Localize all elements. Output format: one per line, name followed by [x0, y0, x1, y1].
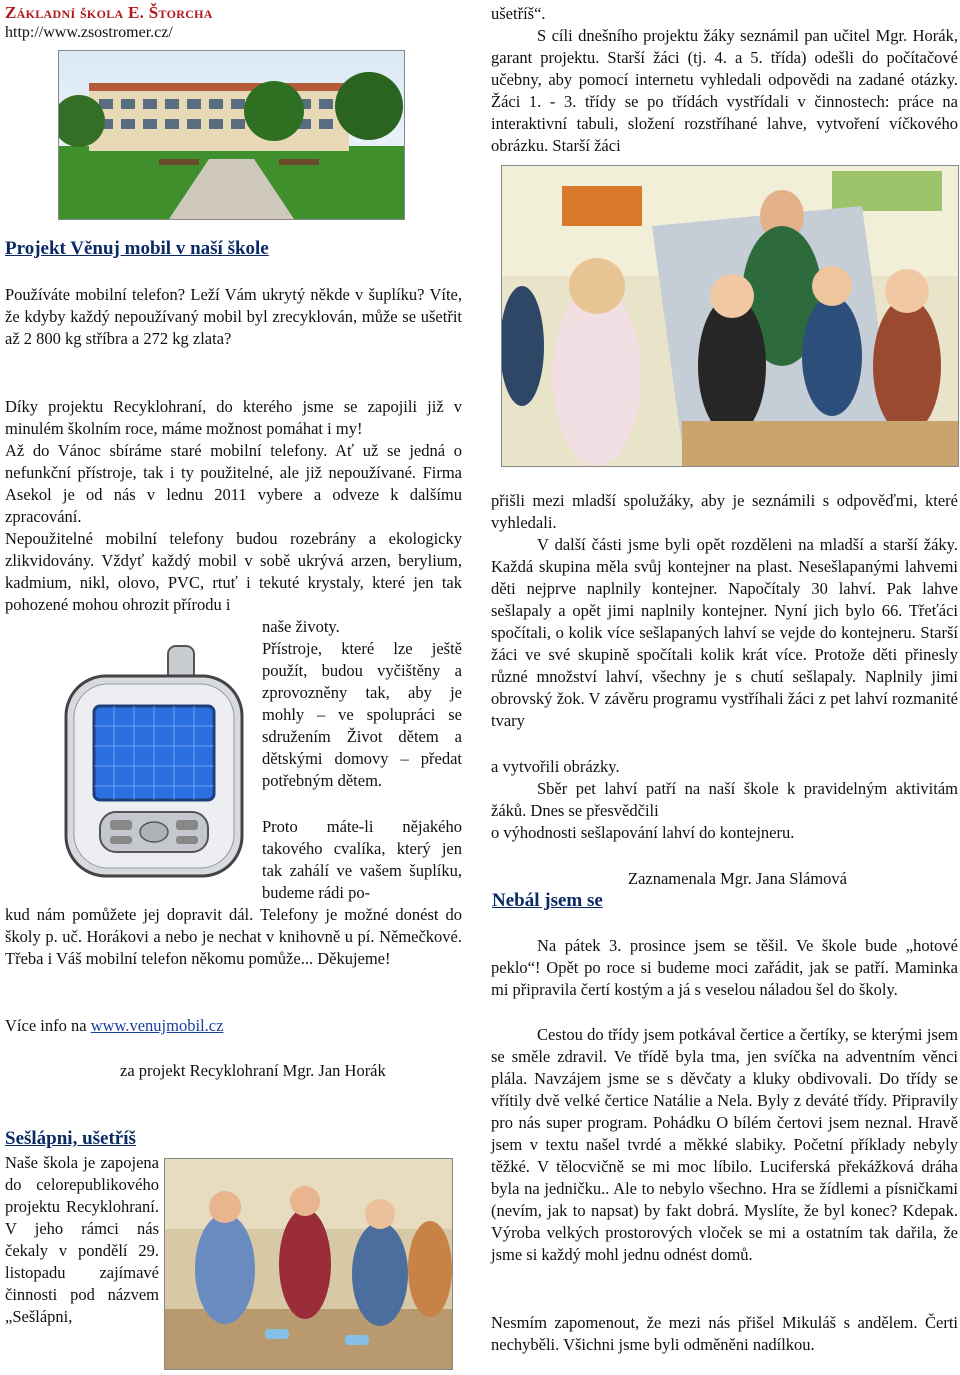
nebal-paragraph-3: Nesmím zapomenout, že mezi nás přišel Mikuláš s andělem. Čerti nechyběli. Všichni jsme byli odměněni nadílkou. [491, 1313, 958, 1354]
nebal-paragraph-1: Na pátek 3. prosince jsem se těšil. Ve škole bude „hotové peklo“! Opět po roce si budeme moci zařádit, jak se patří. Maminka mi připravila čertí kostým a já s veselou náladou šel do školy. [491, 936, 958, 999]
seslapni-paragraph-1-end: přišli mezi mladší spolužáky, aby je seznámili s odpověďmi, které vyhledali. [491, 491, 958, 532]
seslapni-continued-word: ušetříš“. [491, 4, 546, 23]
seslapni-paragraph-3: Sběr pet lahví patří na naší škole k pravidelným aktivitám žáků. Dnes se přesvědčili [491, 779, 958, 820]
mobile-phone-illustration [60, 642, 250, 882]
children-stomping-bottles-photo [164, 1158, 453, 1370]
seslapni-paragraph-2-end: a vytvořili obrázky. [491, 757, 620, 776]
school-url[interactable]: http://www.zsostromer.cz/ [5, 24, 173, 41]
article1-signature: za projekt Recyklohraní Mgr. Jan Horák [120, 1061, 386, 1080]
school-building-photo [58, 50, 405, 220]
paragraph-reuse: Přístroje, které lze ještě použít, budou vyčištěny a zprovozněny tak, aby je mohly – ve spolupráci se sdružením Život dětem a dětskými domovy – předat potřebným dětem. [262, 639, 462, 790]
nebal-paragraph-2: Cestou do třídy jsem potkával čertice a čertíky, se kterými jsem se směle zdravil. Ve třídě byla tma, jen svíčka na adventním věnci plála. Navzájem jsme se s děvčaty a kluky obdivovali. Do třídy se vřítily dvě velké čertice Natálie a Nela. Byly z deváté třídy. Připravily pro nás super program. Pohádku O bílém čertovi jsem neznal. Hravě jsem v textu našel tvrdé a měkké slabiky. Početní příklady nebyly těžké. V tělocvičně se mi moc líbilo. Luciferská překážková dráha byla na jedničku.. Ale to nebylo všechno. Hra se žídlemi a písničkami (nevím, jak to napsat) by fakt dobrá. Myslíte, že byl konec? Kdepak. Výroba velkých prostorových vloček se mi a ostatním tak dařila, že jsme si každý mohl jednu odnést domů. [491, 1025, 958, 1264]
more-info-label: Více info na [5, 1016, 87, 1035]
seslapni-intro-text: Naše škola je zapojena do celorepublikového projektu Recyklohraní. V jeho rámci nás čekaly v pondělí 29. listopadu zajímavé činnosti pod názvem „Sešlápni, [5, 1153, 159, 1326]
paragraph-call-to-action-end: kud nám pomůžete jej dopravit dál. Telefony je možné donést do školy p. uč. Horákovi a nebo je nechat v knihovně u pí. Němečkové. Třeba i Váš mobilní telefon někomu pomůže... Děkujeme! [5, 905, 462, 968]
more-info-line [5, 1015, 223, 1037]
paragraph-disposal-end: naše životy. [262, 617, 340, 636]
venujmobil-link[interactable]: www.venujmobil.cz [90, 1016, 224, 1035]
paragraph-collection: Až do Vánoc sbíráme staré mobilní telefony. Ať už se jedná o nefunkční přístroje, tak i ty použitelné, ale již nepoužívané. Firma Asekol je od nás v lednu 2011 vybere a odveze k dalšímu zpracování. [5, 441, 462, 526]
paragraph-recyklohrani: Díky projektu Recyklohraní, do kterého jsme se zapojili již v minulém školním roce, máme možnost pomáhat i my! [5, 397, 462, 438]
article-title-seslapni: Sešlápni, ušetříš [5, 1128, 136, 1149]
seslapni-paragraph-2: V další části jsme byli opět rozděleni na mladší a starší žáky. Každá skupina měla svůj kontejner na plast. Nesešlapanými lahvemi děti nejprve naplnily kontejner. Napočítaly 30 lahví. Pak lahve sešlapaly a opět jimi naplnily kontejner. Nyní jich bylo 66. Třeťáci spočítali, o kolik více sešlapaných lahví se vejde do kontejneru. Starší žáci ve své skupině spočítali kolik krát více. Protože děti přinesly různé množství lahví, všechny je s chutí sešlapaly. Naplnily jimi obrovský žok. V závěru programu vystříhali žáci z pet lahví rozmanité tvary [491, 535, 958, 730]
article-title-nebal-jsem-se: Nebál jsem se [492, 890, 603, 911]
seslapni-paragraph-3-end: o výhodnosti sešlapování lahví do kontejneru. [491, 823, 795, 842]
class-with-bottles-photo [501, 165, 959, 467]
school-name: Základní škola E. Štorcha [5, 3, 213, 22]
paragraph-call-to-action: Proto máte-li nějakého takového cvalíka, který jen tak zahálí ve vašem šuplíku, budeme rádi po- [262, 817, 462, 902]
article-title-venuj-mobil: Projekt Věnuj mobil v naší škole [5, 238, 269, 259]
paragraph-disposal: Nepoužitelné mobilní telefony budou rozebrány a ekologicky zlikvidovány. Vždyť každý mobil v sobě ukrývá arzen, berylium, kadmium, nikl, olovo, PVC, rtuť i tekuté krystaly, které jen tak pohozené mohou ohrozit přírodu i [5, 529, 462, 614]
paragraph-intro: Používáte mobilní telefon? Leží Vám ukrytý někde v šuplíku? Víte, že kdyby každý nepoužívaný mobil byl zrecyklován, může se ušetřit až 2 800 kg stříbra a 272 kg zlata? [5, 285, 462, 348]
seslapni-paragraph-1: S cíli dnešního projektu žáky seznámil pan učitel Mgr. Horák, garant projektu. Starší žáci (tj. 4. a 5. třída) odešli do počítačové učebny, aby pomocí internetu vyhledali odpovědi na zadané otázky. Žáci 1. - 3. třídy se po třídách vystřídali v činnostech: práce na interaktivní tabuli, složení rozstříhané lahve, vytvoření víčkového obrázku. Starší žáci [491, 26, 958, 155]
article2-signature: Zaznamenala Mgr. Jana Slámová [628, 869, 848, 888]
